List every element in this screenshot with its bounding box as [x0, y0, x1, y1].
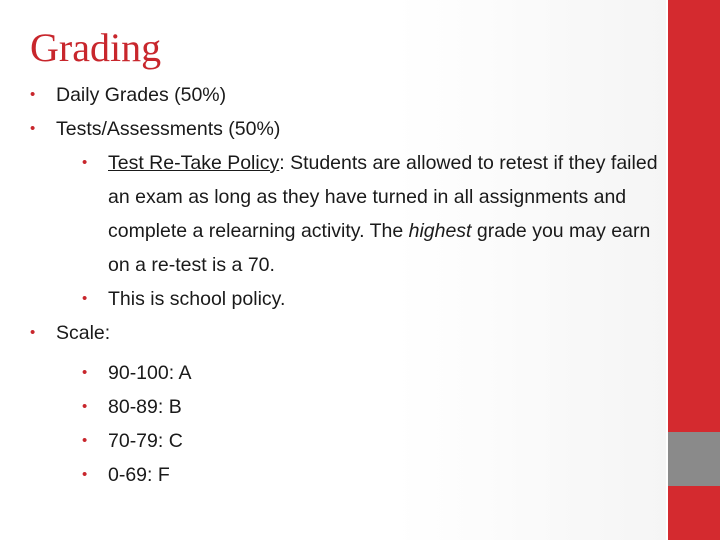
sidebar-accent-red-bottom: [668, 486, 720, 540]
bullet-icon: •: [82, 290, 88, 307]
bullet-scale: [30, 316, 650, 350]
sidebar-accent-gray: [668, 432, 720, 486]
bullet-text: This is school policy.: [108, 288, 286, 310]
grade-scale-text: 70-79: C: [108, 430, 183, 452]
bullet-icon: •: [82, 398, 88, 415]
bullet-text: Daily Grades (50%): [56, 84, 227, 106]
bullet-icon: •: [30, 324, 36, 341]
sidebar-accent-red-top: [666, 0, 720, 432]
bullet-tests-assessments: [30, 112, 650, 146]
bullet-icon: •: [30, 120, 36, 137]
bullet-daily-grades: [30, 78, 650, 112]
retake-policy-label: Test Re-Take Policy: [108, 152, 280, 174]
bullet-icon: •: [82, 154, 88, 171]
bullet-retake-policy: [30, 146, 668, 282]
bullet-text: Tests/Assessments (50%): [56, 118, 281, 140]
grade-scale-item: [30, 390, 650, 424]
grade-scale-item: [30, 458, 650, 492]
retake-policy-text-2: grade you may earn on a re-test is a 70.: [108, 220, 651, 276]
bullet-school-policy: [30, 282, 650, 316]
retake-policy-highest: highest: [408, 220, 472, 242]
bullet-icon: •: [82, 364, 88, 381]
grade-scale-text: 90-100: A: [108, 362, 192, 384]
grade-scale-item: [30, 424, 650, 458]
grade-scale-item: [30, 356, 650, 390]
slide-content: [30, 78, 658, 492]
bullet-icon: •: [82, 432, 88, 449]
bullet-icon: •: [30, 86, 36, 103]
grade-scale-text: 80-89: B: [108, 396, 182, 418]
bullet-text: Scale:: [56, 322, 111, 344]
bullet-icon: •: [82, 466, 88, 483]
grade-scale-list: [30, 356, 650, 492]
slide-title: Grading: [30, 25, 162, 70]
retake-policy-text-1: : Students are allowed to retest if they failed an exam as long as they have turned in all assignments and complete a relearning activity. The: [108, 152, 658, 242]
grade-scale-text: 0-69: F: [108, 464, 170, 486]
